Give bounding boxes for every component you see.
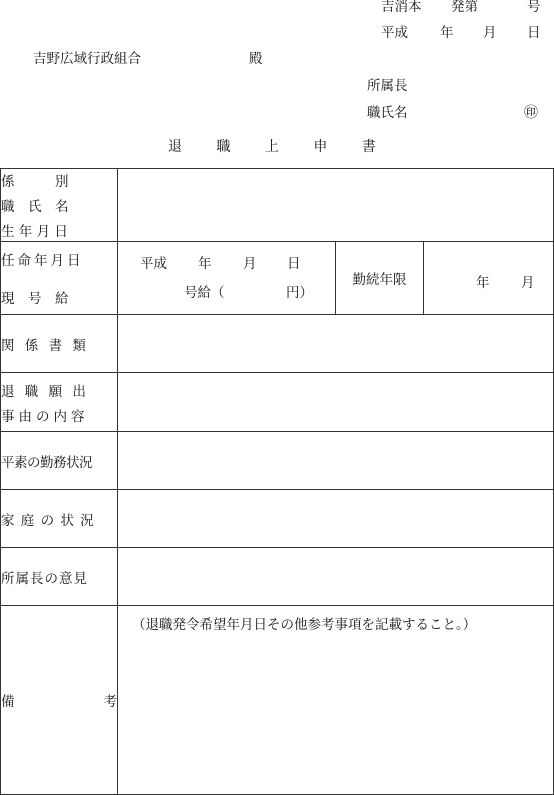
appointment-label: [1, 242, 118, 315]
family-value[interactable]: [118, 490, 554, 548]
label-birthdate: 生 年 月 日: [1, 224, 68, 240]
date-day-unit: 日: [527, 25, 541, 41]
date-era: 平成: [381, 25, 408, 41]
service-years-value[interactable]: [424, 242, 554, 315]
reason-label-line2: 事由の内容: [1, 408, 89, 425]
label-current-grade: 現 号 給: [1, 291, 69, 307]
addressee-honorific: 殿: [249, 51, 263, 67]
opinion-label: 所属長の意見: [1, 548, 118, 606]
documents-label: 関 係 書 類: [1, 315, 118, 373]
appt-year-unit: 年: [198, 256, 212, 272]
identity-label: [1, 169, 118, 242]
reason-label: [1, 373, 118, 432]
identity-value[interactable]: [118, 169, 554, 242]
row-reason: [1, 373, 554, 432]
label-appointment-date: 任命年月日: [1, 253, 84, 269]
date-month-unit: 月: [483, 25, 497, 41]
seal-icon: ㊞: [524, 105, 538, 121]
date-year-unit: 年: [440, 25, 454, 41]
opinion-value[interactable]: [118, 548, 554, 606]
doc-number-suffix: 号: [527, 0, 541, 15]
service-years-label: 勤続年限: [336, 242, 424, 315]
conduct-value[interactable]: [118, 432, 554, 490]
documents-value[interactable]: [118, 315, 554, 373]
remarks-label-left: 備: [1, 694, 15, 710]
row-identity: [1, 169, 554, 242]
addressee: 吉野広域行政組合: [33, 51, 141, 67]
row-conduct: [1, 432, 554, 490]
row-remarks: [1, 606, 554, 795]
row-family: [1, 490, 554, 548]
row-opinion: [1, 548, 554, 606]
family-label: 家 庭 の 状 況: [1, 490, 118, 548]
doc-number-mid: 発第: [451, 0, 478, 15]
grade-yen: 円）: [286, 285, 313, 301]
service-year-unit: 年: [476, 275, 490, 291]
reason-label-line1: 退 職 願 出: [1, 383, 89, 400]
row-appointment: [1, 242, 554, 315]
label-section: 係 別: [1, 174, 69, 190]
label-name: 職 氏 名: [1, 199, 69, 215]
reason-value[interactable]: [118, 373, 554, 432]
document-title: 退 職 上 申 書: [168, 139, 376, 155]
doc-number-prefix: 吉消本: [381, 0, 422, 15]
row-documents: [1, 315, 554, 373]
remarks-label: [1, 606, 118, 795]
appt-era: 平成: [140, 256, 167, 272]
remarks-label-right: 考: [103, 694, 117, 710]
form-table: [0, 168, 554, 795]
remarks-value[interactable]: [118, 606, 554, 795]
service-month-unit: 月: [521, 275, 535, 291]
remarks-note: （退職発令希望年月日その他参考事項を記載すること。）: [132, 617, 477, 633]
appt-day-unit: 日: [287, 256, 301, 272]
position-name-label: 職氏名: [367, 105, 408, 121]
office-head-label: 所属長: [367, 78, 408, 94]
grade-label: 号給（: [184, 285, 225, 301]
conduct-label: 平素の勤務状況: [1, 432, 118, 490]
appointment-value[interactable]: [118, 242, 336, 315]
appt-month-unit: 月: [243, 256, 257, 272]
